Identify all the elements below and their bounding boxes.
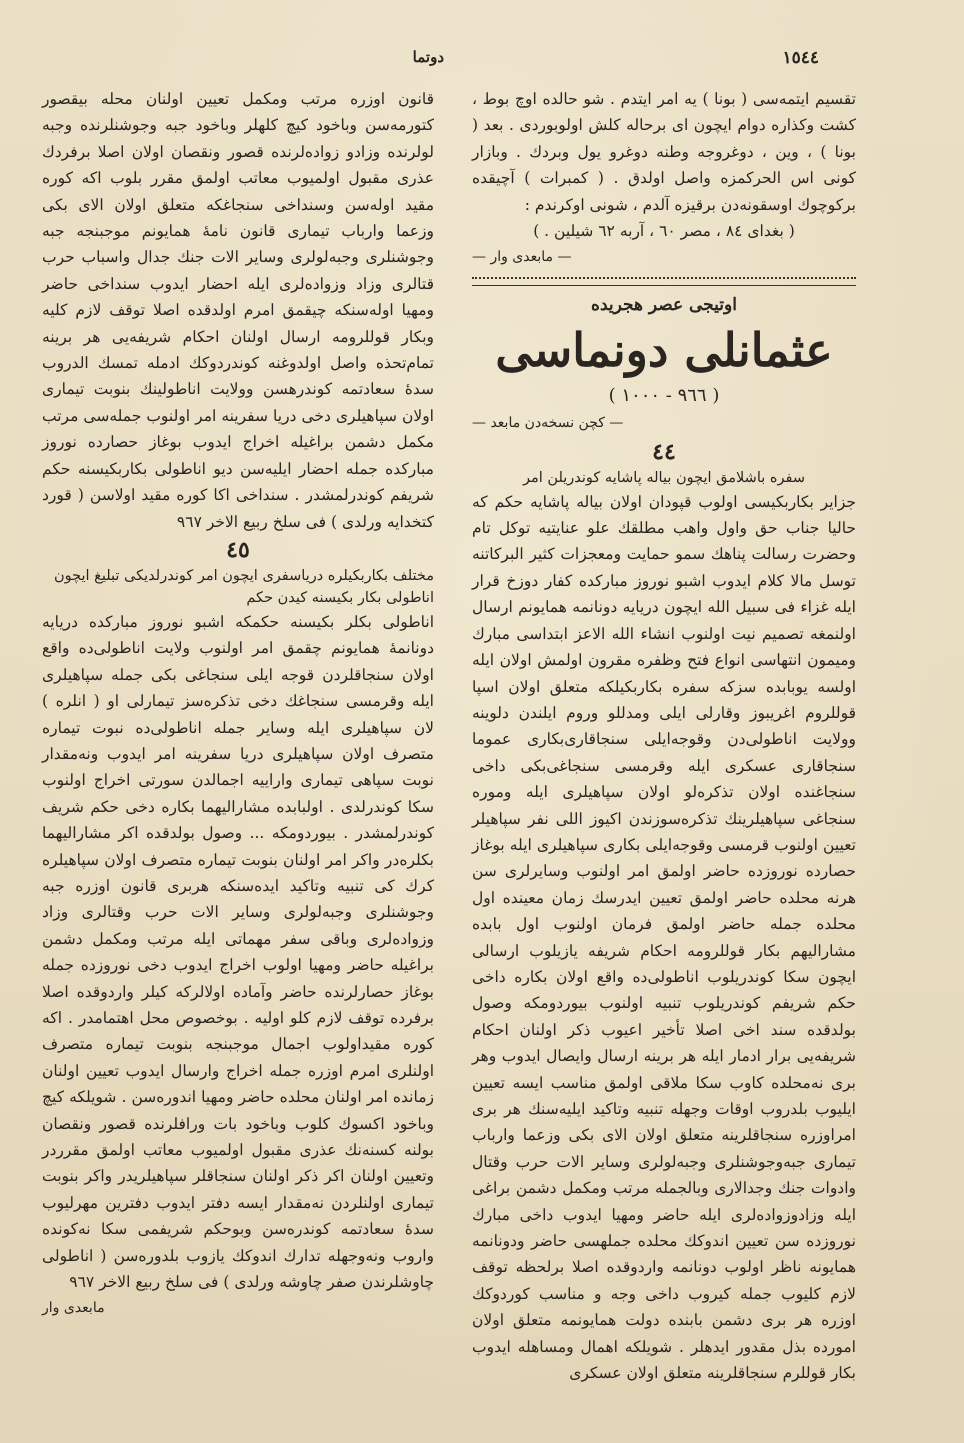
running-title: دوتما [412, 48, 444, 66]
document-number-44: ٤٤ [652, 438, 676, 465]
closing-signature: مابعدی وار [42, 1300, 105, 1317]
main-title: عثمانلی دونماسی [495, 323, 833, 378]
intro-signature: — مابعدی وار — [472, 249, 572, 266]
document-44-body: جزایر بکاربکیسی اولوب قپودان اولان بیاله پاشایه حکم که حالیا جناب حق واول واهب مطلقك علو عنایتیه توکل تام وحضرت رسالت پناهك سمو حمایت ومعجزات کثیر البرکاتنه توسل مالا کلام ایدوب اشبو نوروز مبارکده کفار دوزخ قرار ایله غزاء فی سبیل الله ایچون دریایه دونانمه همایونم ارسال اولنمغه تصمیم نیت اولنوب انشاء الله الاعز ابتداسی مبارك ومیمون انتهاسی انواع فتح وظفره مقرون اولمش اولان ایله اولسه یوبابده سزکه سفره بکاربکیلکه متعلق اولان اسپا قوللروم اغریبوز وقارلی ایلی ومدللو وروم ایلندن دلوینه وولایت اناطولی‌دن وقوجه‌ایلی سنجاقاری‌بکاری عموما سنجاقاری عسکری ایله وقرمسی سنجاغی‌بکی داخی سنجاغنده اولان تذکره‌لو اولان سپاهیلری ایله وموره سنجاغی سپاهیلرینك تذکره‌سوزندن اکیوز اللی نفر سپاهیلر تعیین اولنوب قرمسی وقوجه‌ایلی بکاری سپاهیلری ایله بوغاز حصارده نوروزده حاضر اولمق امر اولنوب وسایرلری سن هرنه محلده حاضر اولمق تعیین ایدرسك زمان معینده اول محلده جمله حاضر اولمق فرمان اولنوب اول بابده مشارالیهم بکار قوللرومه احکام شریفه یازیلوب ارسالی ایچون سکا کوندریلوب اناطولی‌ده واقع اولان بکاره داخی حکم شریفم کوندریلوب تنبیه اولنوب بیوردومکه وصول بولدقده سند اخی اصلا تأخیر اعیوب ذکر اولنان احکام شریفه‌یی برار ادمار ایله هر برینه ارسال وایصال ایدوب وهر بری نه‌محلده کاوب سکا ملاقی اولمق مناسب ایسه تعیین ایلیوب بلدروب اوقات وجهله تنبیه وتاکید ایلیه‌سنك هر بری امراوزره سنجاقلرینه متعلق اولان الای بکی وزعما وارباب تیماری جبه‌وجوشنلری وجبه‌لولری وسایر الات حرب وقتال وادوات جنك وجدالاری وبالجمله مرتب ومکمل دشمن براغی ایله وزادوزواده‌لری ایله حاضر ومهیا ایدوب داخی مبارك نوروزده سن تعیین اندوکك محلده جملهسی حاضر ودونانمه همایونه ناظر اولوب دونانمه واردوقده اصلا برلحظه توقف لازم کلیوب جمله کیروب داخی وجه و مناسب کوردوکك اوزره هر بری دشمن بابنده دولت همایونمه متعلق اولان امورده بذل مقدور ایدهلر . شویلکه اهمال ومساهله ایدوب بکار قوللرم سنجاقلرینه متعلق اولان عسکری [472, 492, 857, 1383]
series-title: اوتیجی عصر هجریده [591, 294, 737, 315]
page-number: ١٥٤٤ [782, 48, 819, 68]
section-separator [472, 277, 856, 286]
intro-paragraph: تقسیم ایتمه‌سی ( بونا ) یه امر ایتدم . شو حالده اوچ بوط ، کشت وکذاره دوام ایچون ای برحاله کلش اولوبوردی . بعد ( بونا ) ، وین ، دوغروجه وطنه دوغرو یول وبردك . وبازار کونی اس الحرکمزه واصل اولدق . ( کمبرات ) آچیقده برکوچوك اوسقونه‌دن برقیزه آلدم ، شونی اوکرندم : [472, 90, 856, 214]
document-44-continuation: قانون اوزره مرتب ومکمل تعیین اولنان محله بیقصور کتورمه‌سن وباخود کیچ کلهلر وباخود جبه وجوشنلرنده وجبه لولرنده وزادو زواده‌لرنده قصور ونقصان اولان اصلا برفردك عذری مقبول اولمیوب معاتب اولمق مقرر بلوب اکه کوره مقید اوله‌سن وسنداخی سنجاغکه متعلق اولان الای بکی وزعما وارباب تیماری قانون نامهٔ همایونم موجبنجه جبه وجوشنلری وجبه‌لولری وسایر الات جنك جدال واسباب حرب قتالری وزاد وزواده‌لری ایله احضار ایدوب سنداخی حاضر ومهیا اوله‌سنکه چیقمق امرم اولدقده اصلا توقف لازم کلیه وبکار قوللرومه ارسال اولنان احکام شریفه‌یی هر برینه تمام‌تحذه واصل اولدوغنه کوندردوکك ادمله تمسك الدروب سدهٔ سعادتمه کوندرهسن وولایت اناطولینك بنوبت تیماری اولان سپاهیلری دخی دریا سفرینه امر اولنوب جمله‌سی مرتب مکمل دشمن براغیله اخراج ایدوب بوغاز حصارده نوروز مبارکده جمله احضار ایلیه‌سن دیو اناطولی بکاربکیسنه حکم شریفم کوندرلمشدر . سنداخی اکا کوره مقید اولاسن ( قورد کتخدایه ورلدی ) فی سلخ ربیع الاخر ٩٦٧ [42, 90, 434, 531]
title-years: ( ٩٦٦ - ١٠٠٠ ) [608, 385, 720, 407]
intro-stats: ( بغدای ٨٤ ، مصر ٦٠ ، آربه ٦٢ شیلین . ) [533, 222, 795, 241]
continuation-note: — کچن نسخه‌دن مابعد — [472, 415, 624, 432]
document-45-body: اناطولی بکلر بکیسنه حکمکه اشبو نوروز مبارکده دریایه دونانمهٔ همایونم چقمق امر اولنوب ولایت اناطولی‌ده واقع اولان سنجاقلردن قوجه ایلی سنجاغی بکی جمله سپاهیلری ایله وقرمسی سنجاغك دخی تذکره‌سز تیمارلی او ( انلره ) لان سپاهیلری ایله وسایر جمله اناطولی‌ده نبوت تیماره متصرف اولان سپاهیلری دریا سفرینه امر ایدوب ونه‌مقدار نوبت سپاهی تیماری واراییه اجمالدن سورتی اخراج اولنوب سکا کوندرلدی . اولبابده مشارالیهما بکاره دخی حکم شریف کوندرلمشدر . بیوردومکه ... وصول بولدقده اکر مشارالیهما بکلره‌در واکر امر اولنان بنوبت تیماره متصرف اولان سپاهیلره کرك کی تنبیه وتاکید ایده‌سنكه هربری قانون اوزره جبه وجوشنلری وجبه‌لولری وسایر الات حرب وقتالری وزاد وزواده‌لری وباقی سفر مهماتی ایله مرتب ومکمل دشمن براغیله حاضر ومهیا اولوب اخراج ایدوب دخی نوروزده جمله بوغاز حصارلرنده حاضر وآماده اولالرکه کیلر واردوقده اصلا برفرده توقف لازم کلو اولیه . بوخصوص محل اهتمامدر . اکه کوره مقیداولوب اجمال موجبنجه بنوبت تیماره متصرف اولنلری امرم اوزره جمله اخراج وارسال ایدوب تعیین اولنان زمانده امر اولنان محلده حاضر ومهیا اندوره‌سن . شویلکه کیچ وباخود اکسوك کلوب وباخود بات ورافلرنده قصور ونقصان بولنه کسنه‌نك عذری مقبول اولمیوب معاتب اولمق مقرردر وتعیین اولنان اکر ذکر اولنان سنجاقلر سپاهیلریدر واکر بنوبت تیماری اولنلردن نه‌مقدار ایسه دفتر ایدوب دفترین مهرلیوب سدهٔ سعادتمه کوندره‌سن وبوحکم شریفمی سکا نه‌کونده واروب ونه‌وجهله تدارك اندوکك یازوب بلدوره‌سن ( اناطولی چاوشلرندن صفر چاوشه ورلدی ) فی سلخ ربیع الاخر ٩٦٧ [42, 612, 434, 1292]
left-column [42, 86, 434, 1322]
document-45-heading: مختلف بکاربکیلره دریاسفری ایچون امر کوندرلدیکی تبلیغ ایچون اناطولی بکار بکیسنه کیدن حکم [53, 567, 434, 606]
right-column [472, 86, 856, 1386]
document-number-45: ٤٥ [226, 536, 250, 563]
document-44-heading: سفره باشلامق ایچون بیاله پاشایه کوندریلن امر [523, 469, 805, 486]
page-header [40, 48, 924, 76]
